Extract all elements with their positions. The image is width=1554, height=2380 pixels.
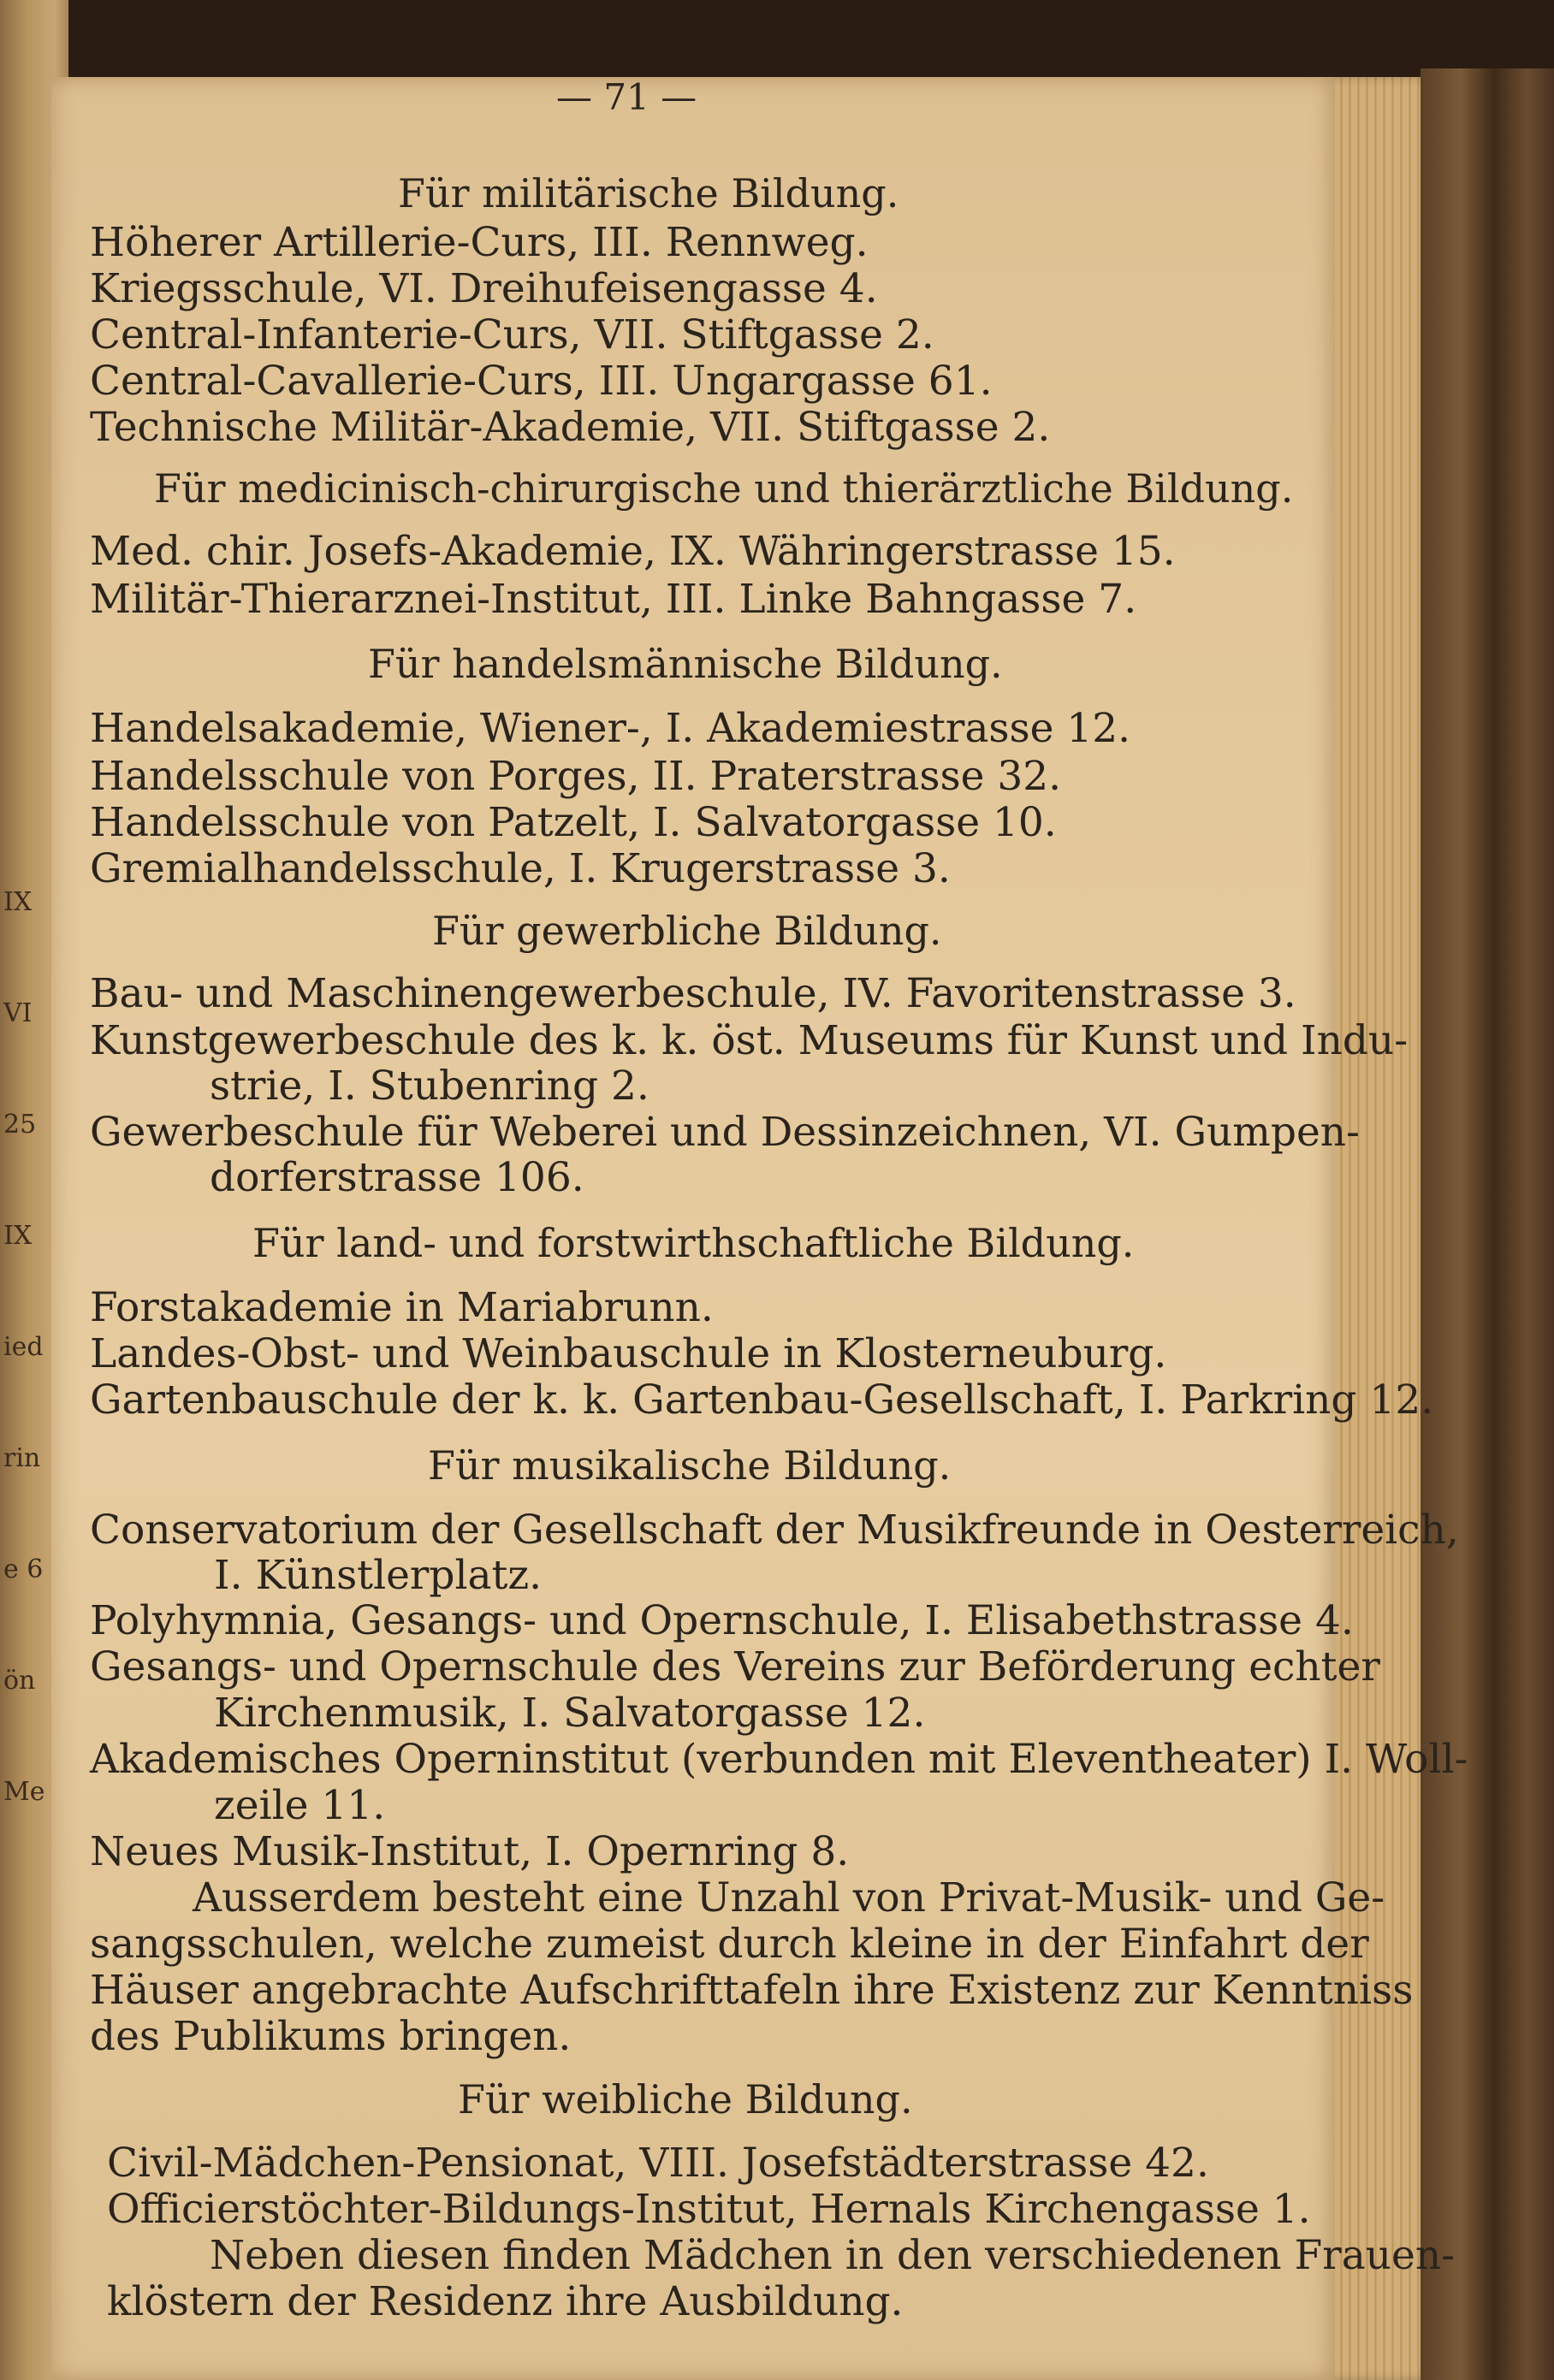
text-line: Neues Musik-Institut, I. Opernring 8. (90, 1828, 850, 1875)
text-line: Militär-Thierarznei-Institut, III. Linke Bahngasse 7. (90, 576, 1137, 623)
margin-fragment: 25 (3, 1110, 37, 1140)
text-line: Bau- und Maschinengewerbeschule, IV. Favoritenstrasse 3. (90, 970, 1296, 1017)
book-page (51, 76, 1468, 2380)
text-line: Höherer Artillerie-Curs, III. Rennweg. (90, 219, 869, 266)
text-line: Kirchenmusik, I. Salvatorgasse 12. (214, 1690, 926, 1737)
margin-fragment: Me (3, 1777, 45, 1807)
text-line: Akademisches Operninstitut (verbunden mit Eleventheater) I. Woll- (90, 1736, 1468, 1783)
text-line: Kriegsschule, VI. Dreihufeisengasse 4. (90, 265, 878, 312)
text-line: Gremialhandelsschule, I. Krugerstrasse 3. (90, 845, 951, 892)
text-line: Polyhymnia, Gesangs- und Opernschule, I. Elisabethstrasse 4. (90, 1597, 1354, 1644)
text-line: des Publikums bringen. (90, 2013, 572, 2060)
text-line: strie, I. Stubenring 2. (210, 1063, 649, 1110)
margin-fragment: e 6 (3, 1554, 44, 1584)
text-line: Med. chir. Josefs-Akademie, IX. Währingerstrasse 15. (90, 528, 1176, 575)
margin-fragment: VI (3, 998, 33, 1028)
text-line: Civil-Mädchen-Pensionat, VIII. Josefstädterstrasse 42. (107, 2140, 1209, 2187)
text-line: Technische Militär-Akademie, VII. Stiftgasse 2. (90, 404, 1051, 451)
section-heading: Für weibliche Bildung. (458, 2076, 913, 2122)
text-line: I. Künstlerplatz. (214, 1552, 543, 1599)
section-heading: Für militärische Bildung. (398, 170, 899, 216)
text-line: zeile 11. (214, 1782, 386, 1829)
section-heading: Für musikalische Bildung. (428, 1442, 952, 1489)
section-heading: Für gewerbliche Bildung. (432, 908, 942, 954)
section-heading: Für medicinisch-chirurgische und thierärztliche Bildung. (154, 465, 1294, 512)
text-line: Handelsschule von Porges, II. Praterstrasse 32. (90, 753, 1062, 800)
margin-fragment: IX (3, 1221, 33, 1251)
margin-fragment: IX (3, 887, 33, 917)
text-line: Gartenbauschule der k. k. Gartenbau-Gesellschaft, I. Parkring 12. (90, 1376, 1434, 1424)
section-heading: Für handelsmännische Bildung. (368, 641, 1003, 687)
text-line: Conservatorium der Gesellschaft der Musikfreunde in Oesterreich, (90, 1507, 1459, 1554)
text-line: Handelsakademie, Wiener-, I. Akademiestrasse 12. (90, 705, 1131, 752)
margin-fragment: ied (3, 1332, 44, 1362)
margin-fragment: rin (3, 1443, 41, 1473)
text-line: klöstern der Residenz ihre Ausbildung. (107, 2278, 904, 2325)
text-line: Gewerbeschule für Weberei und Dessinzeichnen, VI. Gumpen- (90, 1109, 1360, 1156)
text-line: Neben diesen finden Mädchen in den verschiedenen Frauen- (210, 2232, 1455, 2279)
text-line: Ausserdem besteht eine Unzahl von Privat-Musik- und Ge- (193, 1874, 1385, 1921)
margin-fragment: ön (3, 1666, 36, 1696)
text-line: Landes-Obst- und Weinbauschule in Klosterneuburg. (90, 1330, 1167, 1377)
text-line: Officierstöchter-Bildungs-Institut, Hernals Kirchengasse 1. (107, 2186, 1311, 2233)
text-line: Central-Cavallerie-Curs, III. Ungargasse 61. (90, 358, 993, 405)
text-line: Handelsschule von Patzelt, I. Salvatorgasse 10. (90, 799, 1057, 846)
text-line: dorferstrasse 106. (210, 1154, 584, 1201)
text-line: Central-Infanterie-Curs, VII. Stiftgasse 2. (90, 311, 934, 358)
text-line: sangsschulen, welche zumeist durch kleine in der Einfahrt der (90, 1921, 1369, 1968)
text-line: Häuser angebrachte Aufschrifttafeln ihre Existenz zur Kenntniss (90, 1967, 1414, 2014)
book-cover-right (1421, 68, 1554, 2380)
text-line: Kunstgewerbeschule des k. k. öst. Museums für Kunst und Indu- (90, 1017, 1409, 1064)
page-number: — 71 — (556, 76, 697, 118)
text-line: Forstakademie in Mariabrunn. (90, 1284, 714, 1331)
section-heading: Für land- und forstwirthschaftliche Bildung. (252, 1220, 1135, 1266)
text-line: Gesangs- und Opernschule des Vereins zur Beförderung echter (90, 1643, 1380, 1690)
